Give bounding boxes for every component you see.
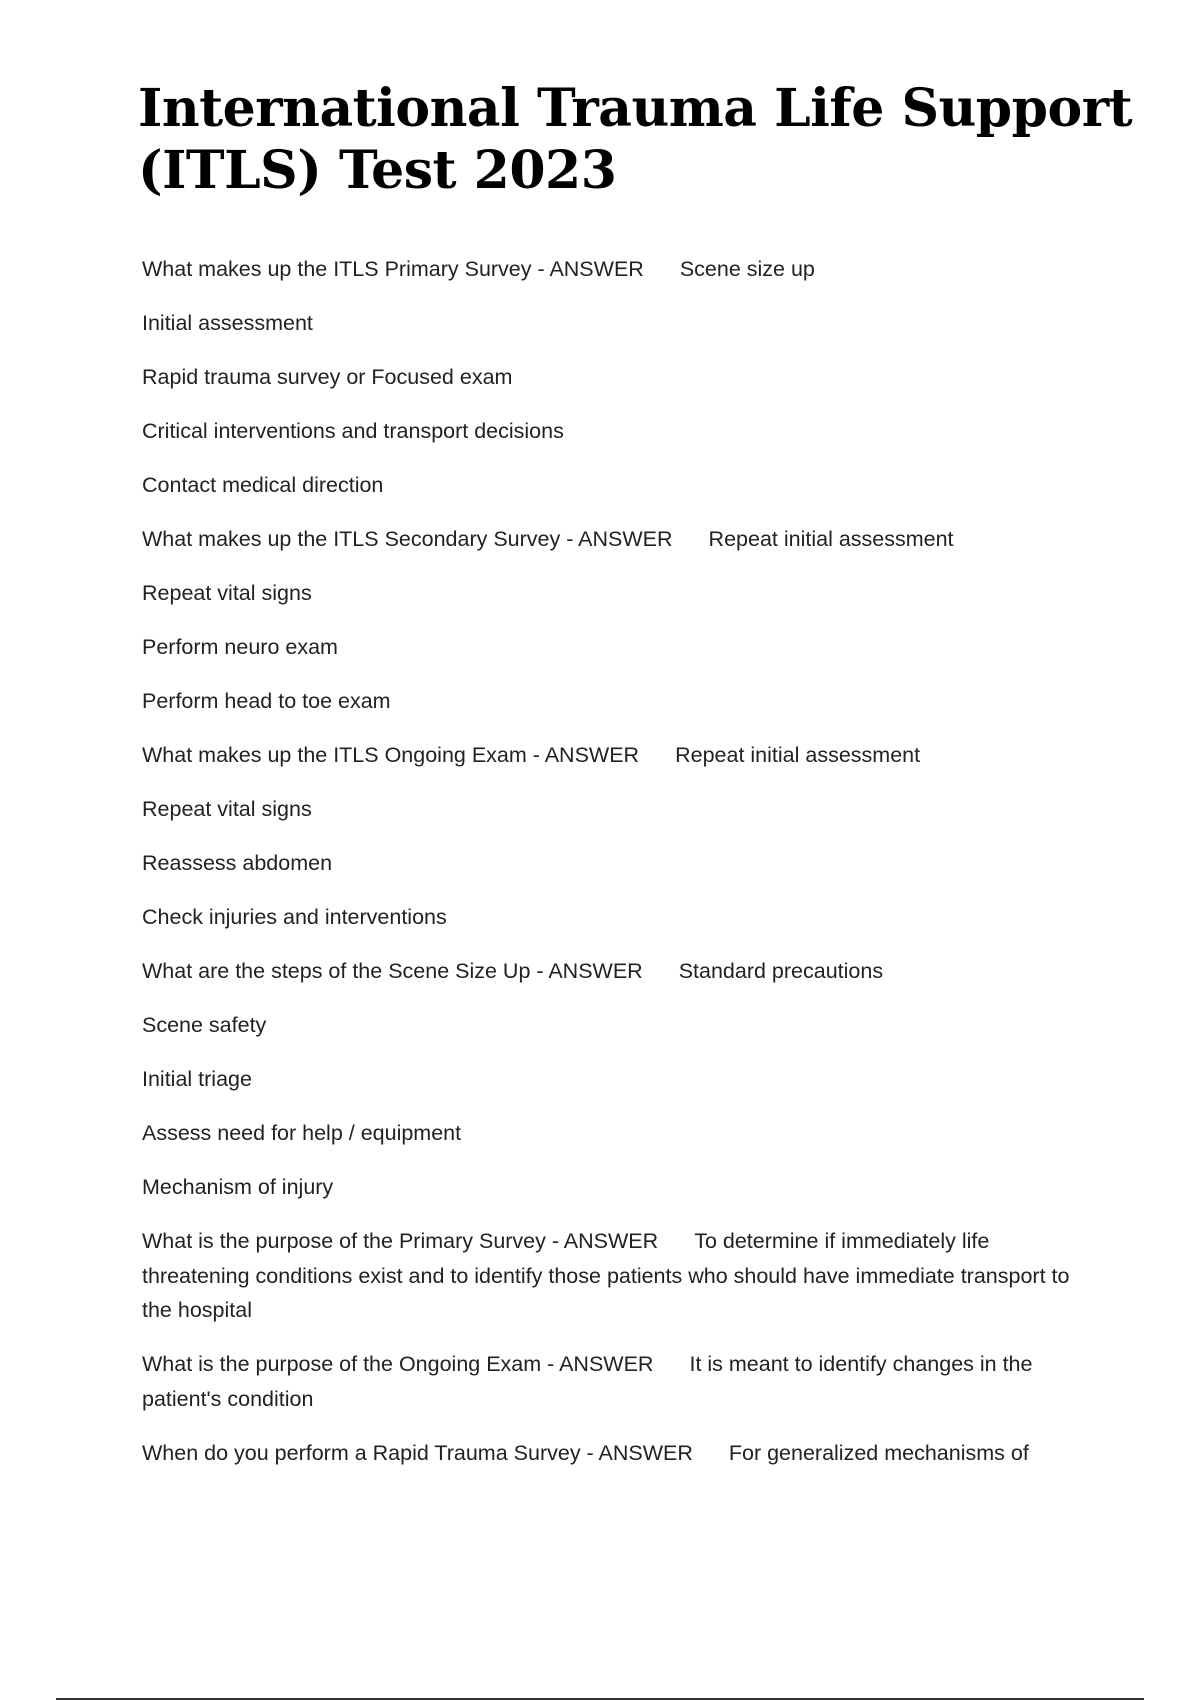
qa-item (142, 1347, 1072, 1416)
qa-content (142, 252, 1072, 1490)
question-text: When do you perform a Rapid Trauma Survey - ANSWER (142, 1440, 693, 1465)
document-title: International Trauma Life Support (ITLS) Test 2023 (138, 78, 1133, 201)
answer-line: Reassess abdomen (142, 851, 333, 875)
answer-line: Check injuries and interventions (142, 905, 447, 929)
answer-text: Standard precautions (678, 959, 884, 983)
qa-item (142, 252, 1072, 287)
question-text: What are the steps of the Scene Size Up - ANSWER (142, 959, 643, 983)
answer-line: Perform head to toe exam (142, 689, 391, 713)
answer-line: Critical interventions and transport decisions (142, 419, 564, 443)
qa-item (142, 954, 1072, 989)
answer-text: It is meant to identify changes in the patient's condition (142, 1352, 1033, 1411)
question-text: What makes up the ITLS Primary Survey - ANSWER (142, 257, 644, 281)
answer-line: Initial triage (142, 1067, 252, 1091)
qa-item (142, 738, 1072, 773)
qa-item (142, 1436, 1072, 1471)
answer-text: Repeat initial assessment (675, 743, 921, 767)
answer-line: Rapid trauma survey or Focused exam (142, 365, 513, 389)
question-text: What makes up the ITLS Secondary Survey - ANSWER (142, 527, 673, 551)
answer-text: Repeat initial assessment (708, 527, 954, 551)
answer-line: Mechanism of injury (142, 1175, 334, 1199)
answer-line: Contact medical direction (142, 473, 384, 497)
answer-line: Initial assessment (142, 311, 313, 335)
answer-line: Repeat vital signs (142, 797, 312, 821)
answer-text: To determine if immediately life threatening conditions exist and to identify those patients who should have immediate transport to the hospital (142, 1229, 1070, 1322)
answer-text: For generalized mechanisms of (728, 1440, 1029, 1465)
answer-text: Scene size up (679, 257, 815, 281)
answer-line: Assess need for help / equipment (142, 1121, 462, 1145)
question-text: What is the purpose of the Primary Survey - ANSWER (142, 1229, 659, 1253)
answer-line: Scene safety (142, 1013, 267, 1037)
qa-item (142, 522, 1072, 557)
answer-line: Perform neuro exam (142, 635, 338, 659)
qa-item (142, 1224, 1072, 1328)
question-text: What makes up the ITLS Ongoing Exam - ANSWER (142, 743, 640, 767)
answer-line: Repeat vital signs (142, 581, 312, 605)
question-text: What is the purpose of the Ongoing Exam - ANSWER (142, 1352, 654, 1376)
